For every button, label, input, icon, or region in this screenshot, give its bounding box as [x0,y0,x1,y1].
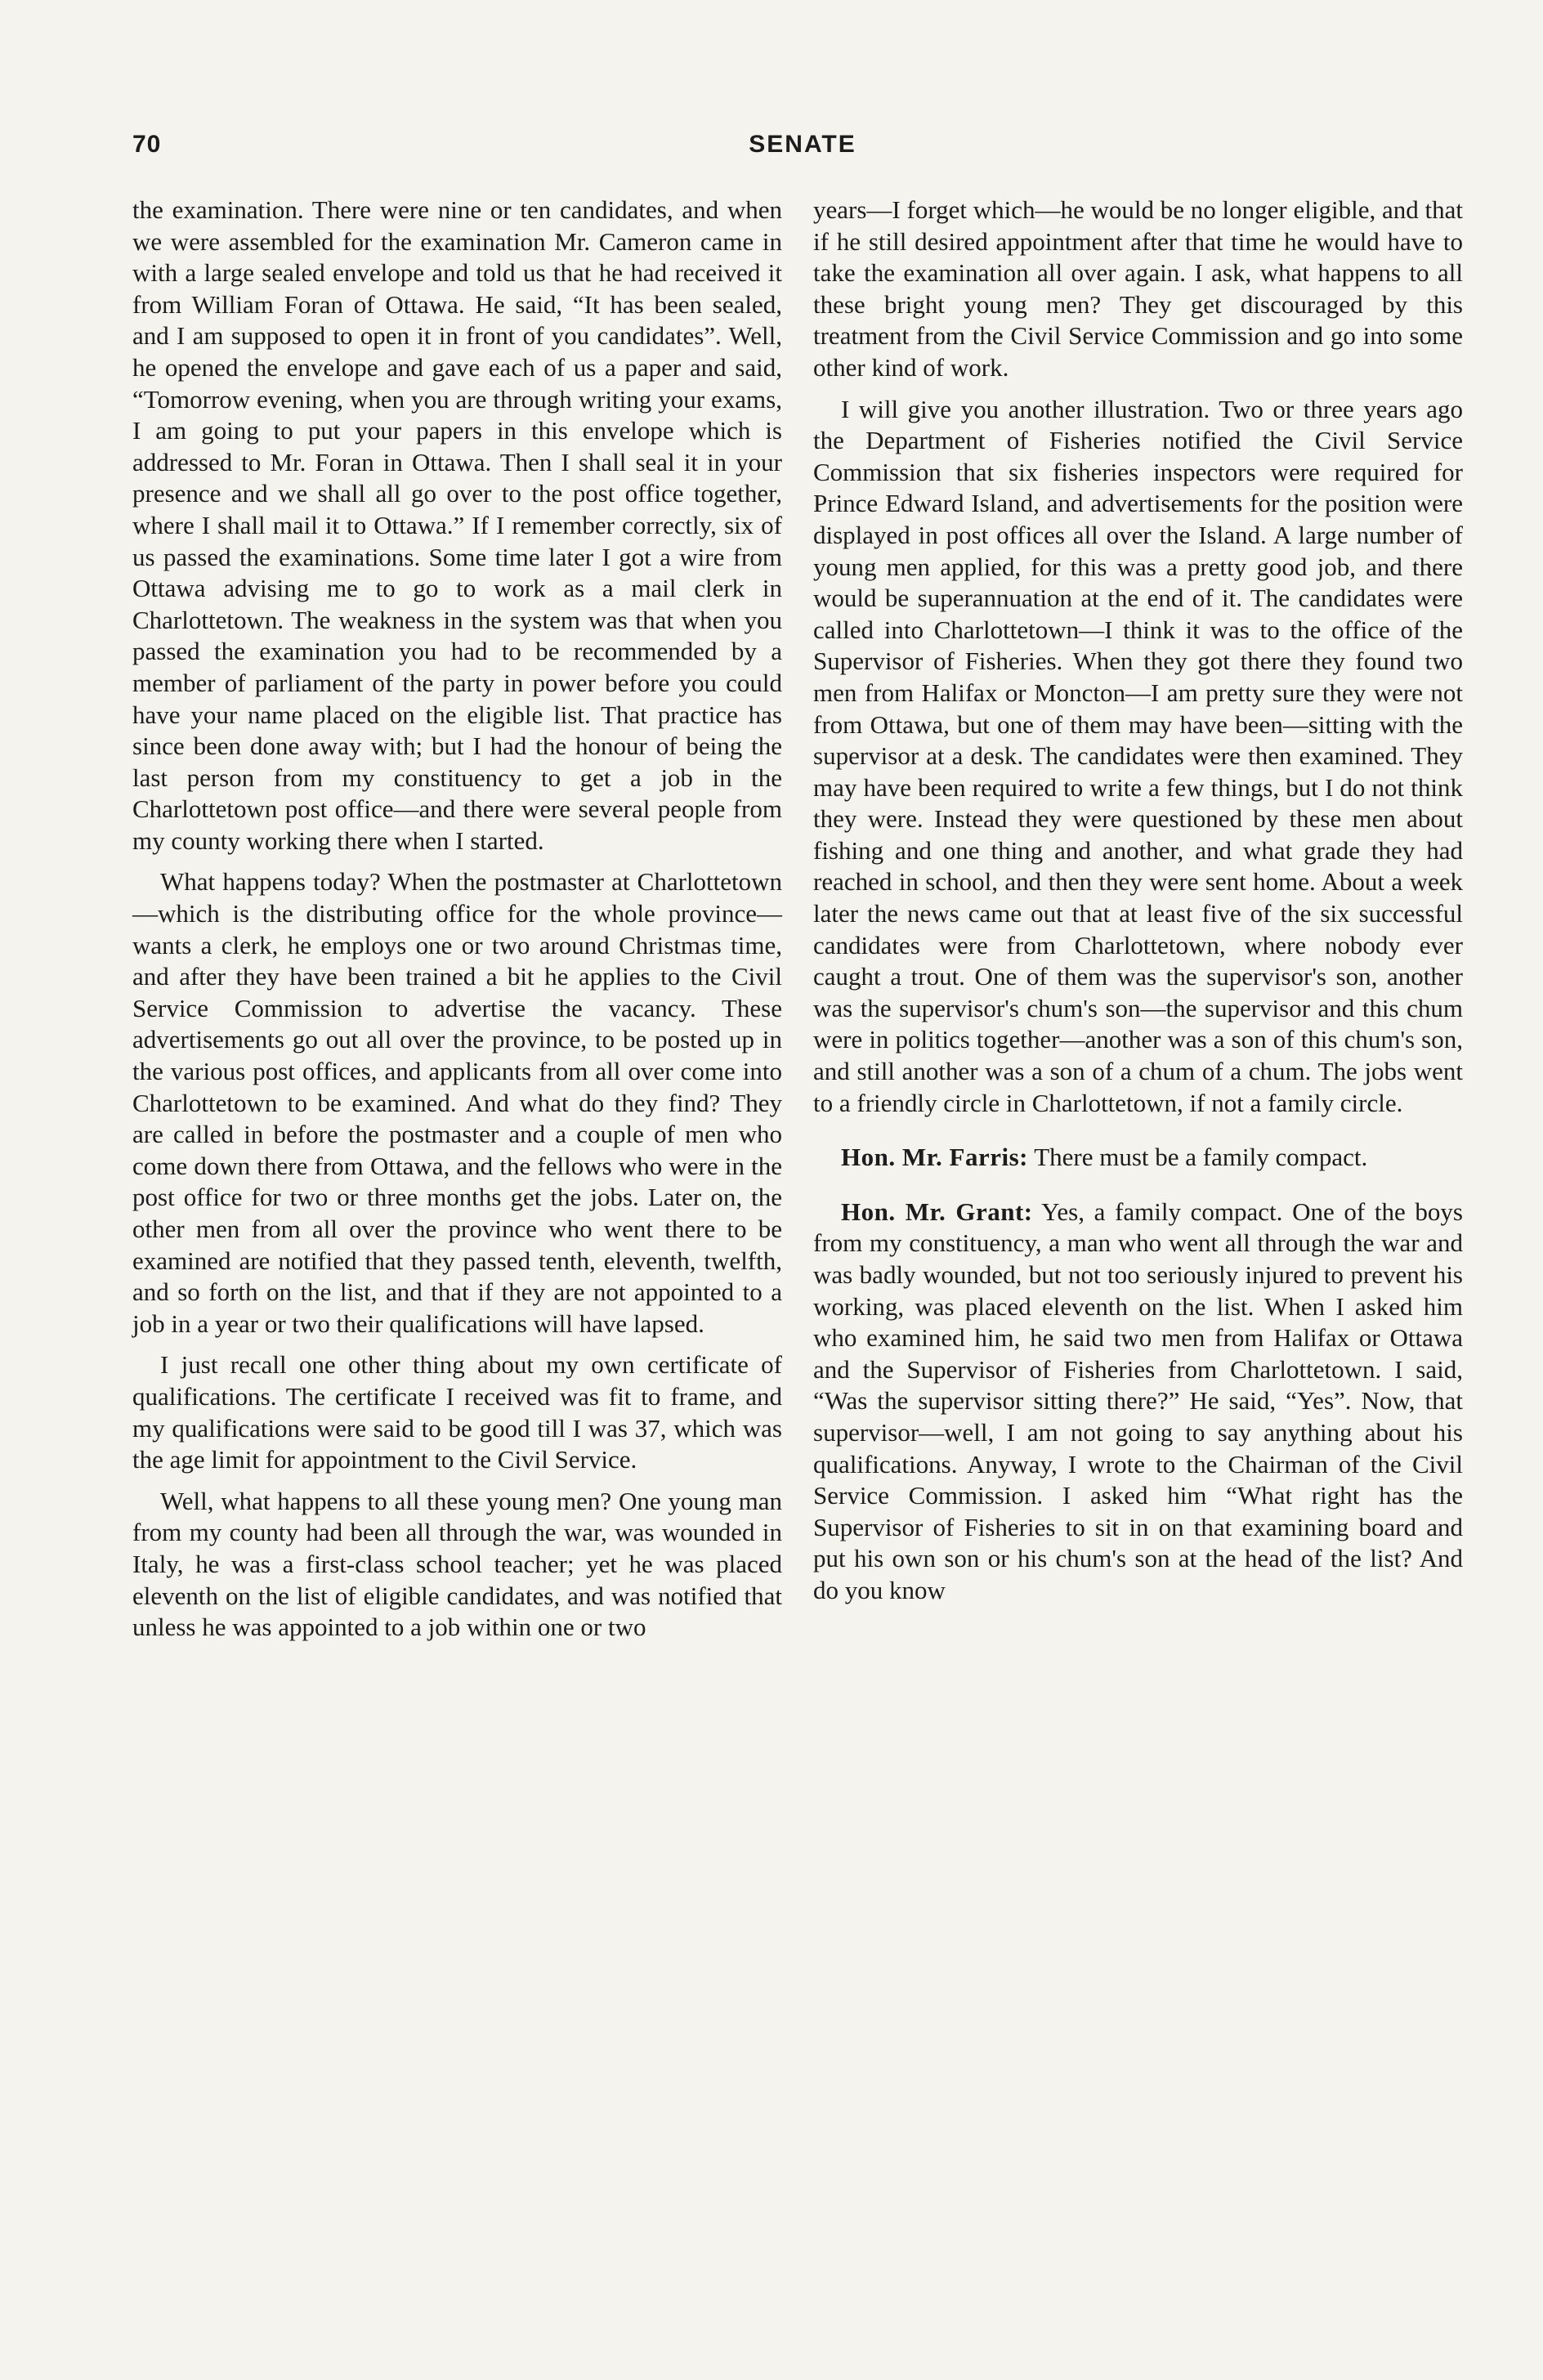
speech-farris [813,1142,1463,1174]
page-header [132,131,1473,170]
paragraph: Well, what happens to all these young men? One young man from my county had been all through the war, was wounded in Italy, he was a first-class school teacher; yet he was placed eleventh on the list of eligible candidates, and was notified that unless he was appointed to a job within one or two [132,1486,782,1642]
paragraph: I will give you another illustration. Two or three years ago the Department of Fisheries notified the Civil Service Commission that six fisheries inspectors were required for Prince Edward Island, and advertisements for the position were displayed in post offices all over the Island. A large number of young men applied, for this was a pretty good job, and there would be superannuation at the end of it. The candidates were called into Charlottetown—I think it was to the office of the Supervisor of Fisheries. When they got there they found two men from Halifax or Moncton—I am pretty sure they were not from Ottawa, but one of them may have been—sitting with the supervisor at a desk. The candidates were then examined. They may have been required to write a few things, but I do not think they were. Instead they were questioned by these men about fishing and one thing and another, and what grade they had reached in school, and then they were sent home. About a week later the news came out that at least five of the six successful candidates were from Charlottetown, where nobody ever caught a trout. One of them was the supervisor's son, another was the supervisor's chum's son—the supervisor and this chum were in politics together—another was a son of this chum's son, and still another was a son of a chum of a chum. The jobs went to a friendly circle in Charlottetown, if not a family circle. [813,394,1463,1117]
speaker-name: Hon. Mr. Grant: [841,1197,1033,1226]
speech-text: Yes, a family compact. One of the boys from my constituency, a man who went all through the war and was badly wounded, but not too seriously injured to prevent his working, was placed eleventh on the list. When I asked him who examined him, he said two men from Halifax or Ottawa and the Supervisor of Fisheries from Charlottetown. I said, “Was the supervisor sitting there?” He said, “Yes”. Now, that supervisor—well, I am not going to say anything about his qualifications. Anyway, I wrote to the Chairman of the Civil Service Commission. I asked him “What right has the Supervisor of Fisheries to sit in on that examining board and put his own son or his chum's son at the head of the list? And do you know [813,1197,1463,1604]
speech-grant [813,1197,1463,1607]
speech-text: There must be a family compact. [1034,1143,1368,1172]
page-number: 70 [132,131,162,158]
running-head: SENATE [749,131,856,158]
right-column [813,195,1463,1607]
paragraph: the examination. There were nine or ten candidates, and when we were assembled for the examination Mr. Cameron came in with a large sealed envelope and told us that he had received it from William Foran of Ottawa. He said, “It has been sealed, and I am supposed to open it in front of you candidates”. Well, he opened the envelope and gave each of us a paper and said, “Tomorrow evening, when you are through writing your exams, I am going to put your papers in this envelope which is addressed to Mr. Foran in Ottawa. Then I shall seal it in your presence and we shall all go over to the post office together, where I shall mail it to Ottawa.” If I remember correctly, six of us passed the examinations. Some time later I got a wire from Ottawa advising me to go to work as a mail clerk in Charlottetown. The weakness in the system was that when you passed the examination you had to be recommended by a member of parliament of the party in power before you could have your name placed on the eligible list. That practice has since been done away with; but I had the honour of being the last person from my constituency to get a job in the Charlottetown post office—and there were several people from my county working there when I started. [132,195,782,855]
paragraph: What happens today? When the postmaster at Charlottetown—which is the distributing office for the whole province—wants a clerk, he employs one or two around Christmas time, and after they have been trained a bit he applies to the Civil Service Commission to advertise the vacancy. These advertisements go out all over the province, to be posted up in the various post offices, and applicants from all over come into Charlottetown to be examined. And what do they find? They are called in before the postmaster and a couple of men who come down there from Ottawa, and the fellows who were in the post office for two or three months get the jobs. Later on, the other men from all over the province who went there to be examined are notified that they passed tenth, eleventh, twelfth, and so forth on the list, and that if they are not appointed to a job in a year or two their qualifications will have lapsed. [132,867,782,1338]
speaker-name: Hon. Mr. Farris: [841,1143,1028,1172]
paragraph: years—I forget which—he would be no longer eligible, and that if he still desired appointment after that time he would have to take the examination all over again. I ask, what happens to all these bright young men? They get discouraged by this treatment from the Civil Service Commission and go into some other kind of work. [813,195,1463,382]
paragraph: I just recall one other thing about my own certificate of qualifications. The certificate I received was fit to frame, and my qualifications were said to be good till I was 37, which was the age limit for appointment to the Civil Service. [132,1350,782,1474]
left-column [132,195,782,1644]
